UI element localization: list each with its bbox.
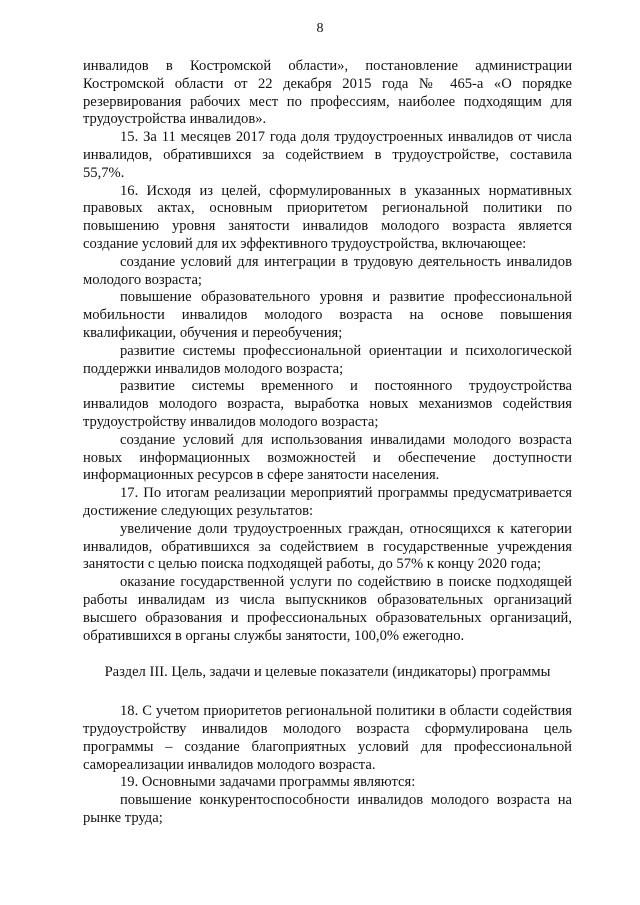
paragraph-19: 19. Основными задачами программы являются: xyxy=(120,774,416,791)
paragraph-16-item-1: создание условий для интеграции в трудовую деятельность инвалидов молодого возраста; xyxy=(83,253,572,288)
paragraph-19-item-1: повышение конкурентоспособности инвалидов молодого возраста на рынке труда; xyxy=(83,792,572,827)
page-number: 8 xyxy=(316,21,324,36)
paragraph-16: 16. Исходя из целей, сформулированных в указанных нормативных правовых актах, основным приоритетом региональной политики по повышению уровня занятости инвалидов молодого возраста является создание условий для их эффективного трудоустройства, включающее: xyxy=(83,182,572,252)
paragraph-continuation: инвалидов в Костромской области», постановление администрации Костромской области от 22 декабря 2015 года № 465-а «О порядке резервирования рабочих мест по профессиям, наиболее подходящим для трудоустройства инвалидов». xyxy=(83,58,572,128)
paragraph-16-item-2: повышение образовательного уровня и развитие профессиональной мобильности инвалидов молодого возраста на основе повышения квалификации, обучения и переобучения; xyxy=(83,289,572,341)
paragraph-17-item-1: увеличение доли трудоустроенных граждан, относящихся к категории инвалидов, обратившихся за содействием в государственные учреждения занятости с целью поиска подходящей работы, до 57% к концу 2020 года; xyxy=(83,520,572,573)
paragraph-16-item-4: развитие системы временного и постоянного трудоустройства инвалидов молодого возраста, выработка новых механизмов содействия трудоустройству инвалидов молодого возраста; xyxy=(83,378,572,430)
paragraph-16-item-5: создание условий для использования инвалидами молодого возраста новых информационных возможностей и обеспечение доступности информационных ресурсов в сфере занятости населения. xyxy=(83,431,572,484)
paragraph-16-item-3: развитие системы профессиональной ориентации и психологической поддержки инвалидов молодого возраста; xyxy=(83,342,572,377)
paragraph-15: 15. За 11 месяцев 2017 года доля трудоустроенных инвалидов от числа инвалидов, обратившихся за содействием в трудоустройстве, составила 55,7%. xyxy=(83,129,572,181)
section-heading: Раздел III. Цель, задачи и целевые показатели (индикаторы) программы xyxy=(104,664,551,681)
paragraph-17-item-2: оказание государственной услуги по содействию в поиске подходящей работы инвалидам из числа выпускников образовательных организаций высшего образования и профессиональных образовательных организаций, обратившихся в органы службы занятости, 100,0% ежегодно. xyxy=(83,574,572,644)
document-body xyxy=(83,58,572,828)
paragraph-18: 18. С учетом приоритетов региональной политики в области содействия трудоустройству инвалидов молодого возраста сформулирована цель программы – создание благоприятных условий для профессиональной самореализации инвалидов молодого возраста. xyxy=(83,703,572,773)
paragraph-17: 17. По итогам реализации мероприятий программы предусматривается достижение следующих результатов: xyxy=(83,485,572,519)
